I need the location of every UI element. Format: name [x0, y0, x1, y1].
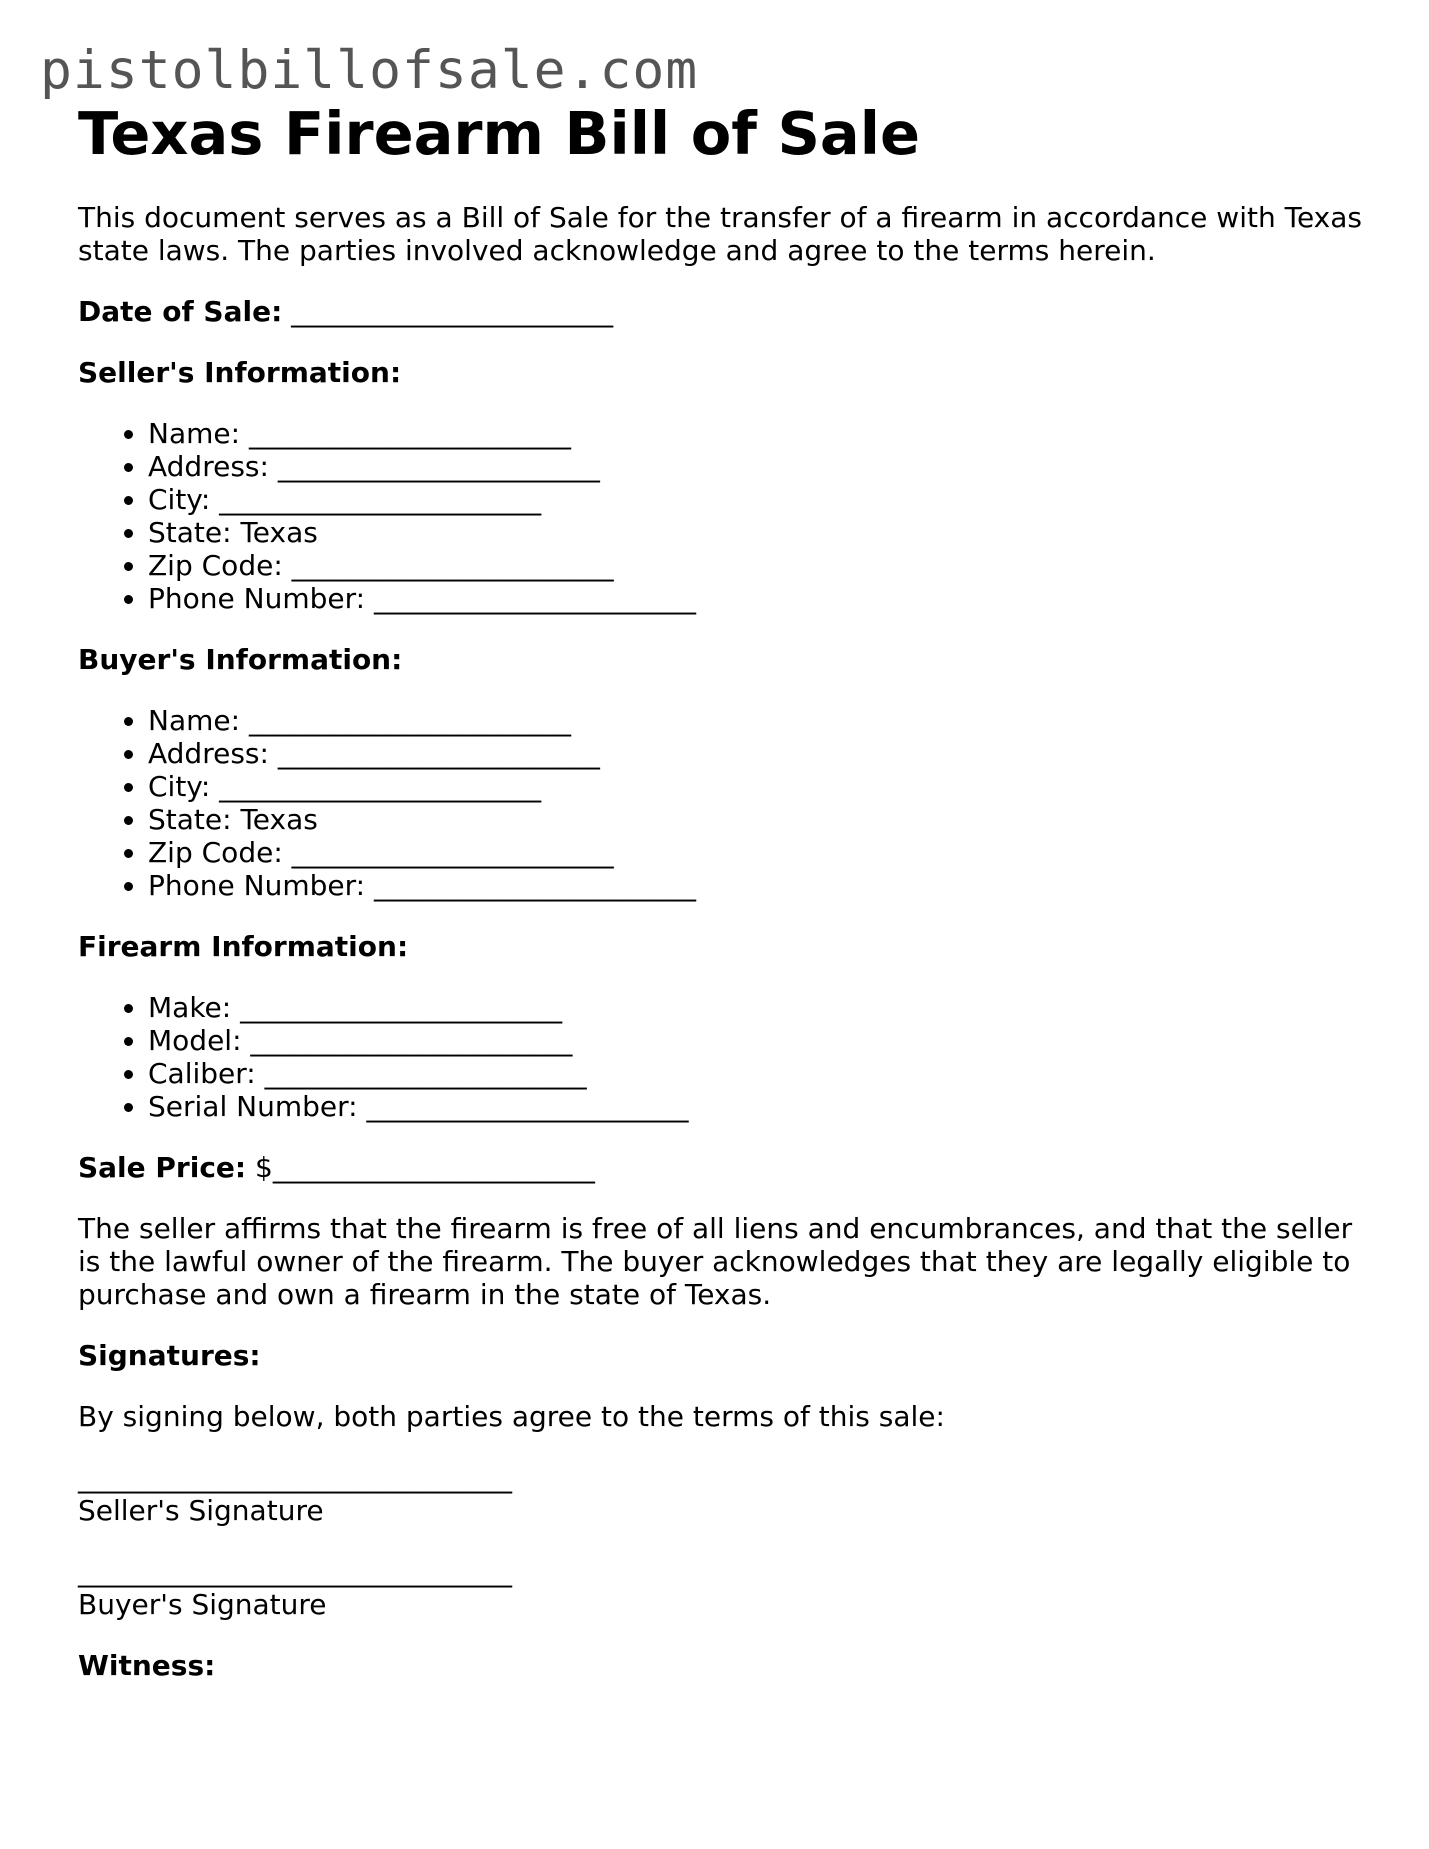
- buyer-info-list: [78, 704, 1378, 902]
- document-title: Texas Firearm Bill of Sale: [78, 99, 920, 168]
- seller-name-field: • Name: _______________________: [148, 417, 1378, 450]
- buyer-address-field: • Address: _______________________: [148, 737, 1378, 770]
- seller-info-list: [78, 417, 1378, 615]
- firearm-model-field: • Model: _______________________: [148, 1024, 1378, 1057]
- seller-city-field: • City: _______________________: [148, 483, 1378, 516]
- witness-heading: Witness:: [78, 1648, 216, 1682]
- seller-signature-block: [78, 1461, 1378, 1527]
- buyer-phone-field: • Phone Number: _______________________: [148, 869, 1378, 902]
- buyer-state-field: • State: Texas: [148, 803, 1378, 836]
- buyer-signature-block: [78, 1555, 1378, 1621]
- buyer-zip-field: • Zip Code: _______________________: [148, 836, 1378, 869]
- firearm-caliber-field: • Caliber: _______________________: [148, 1057, 1378, 1090]
- buyer-city-field: • City: _______________________: [148, 770, 1378, 803]
- sale-price-field: [78, 1151, 1378, 1184]
- affirmation-paragraph: The seller affirms that the firearm is free of all liens and encumbrances, and that the seller is the lawful owner of the firearm. The buyer acknowledges that they are legally eligible to purchase and own a firearm in the state of Texas.: [78, 1211, 1353, 1311]
- date-of-sale-blank: _______________________: [282, 294, 614, 328]
- intro-paragraph: This document serves as a Bill of Sale for the transfer of a firearm in accordance with Texas state laws. The parties involved acknowledge and agree to the terms herein.: [78, 200, 1362, 267]
- date-of-sale-label: Date of Sale:: [78, 294, 283, 328]
- firearm-info-list: [78, 991, 1378, 1123]
- firearm-serial-field: • Serial Number: _______________________: [148, 1090, 1378, 1123]
- watermark-logo: pistolbillofsale.com: [40, 40, 699, 101]
- signatures-statement: By signing below, both parties agree to the terms of this sale:: [78, 1399, 945, 1433]
- seller-phone-field: • Phone Number: _______________________: [148, 582, 1378, 615]
- document-body: [78, 100, 1378, 1682]
- seller-zip-field: • Zip Code: _______________________: [148, 549, 1378, 582]
- seller-signature-label: Seller's Signature: [78, 1493, 324, 1527]
- buyer-section-heading: Buyer's Information:: [78, 642, 403, 676]
- sale-price-label: Sale Price:: [78, 1150, 247, 1184]
- buyer-signature-label: Buyer's Signature: [78, 1587, 327, 1621]
- buyer-signature-line: _______________________________: [78, 1554, 512, 1588]
- sale-price-blank: $_______________________: [246, 1150, 595, 1184]
- seller-state-field: • State: Texas: [148, 516, 1378, 549]
- firearm-make-field: • Make: _______________________: [148, 991, 1378, 1024]
- seller-signature-line: _______________________________: [78, 1460, 512, 1494]
- buyer-name-field: • Name: _______________________: [148, 704, 1378, 737]
- date-of-sale-field: [78, 295, 1378, 328]
- seller-section-heading: Seller's Information:: [78, 355, 402, 389]
- firearm-section-heading: Firearm Information:: [78, 929, 409, 963]
- signatures-heading: Signatures:: [78, 1338, 261, 1372]
- seller-address-field: • Address: _______________________: [148, 450, 1378, 483]
